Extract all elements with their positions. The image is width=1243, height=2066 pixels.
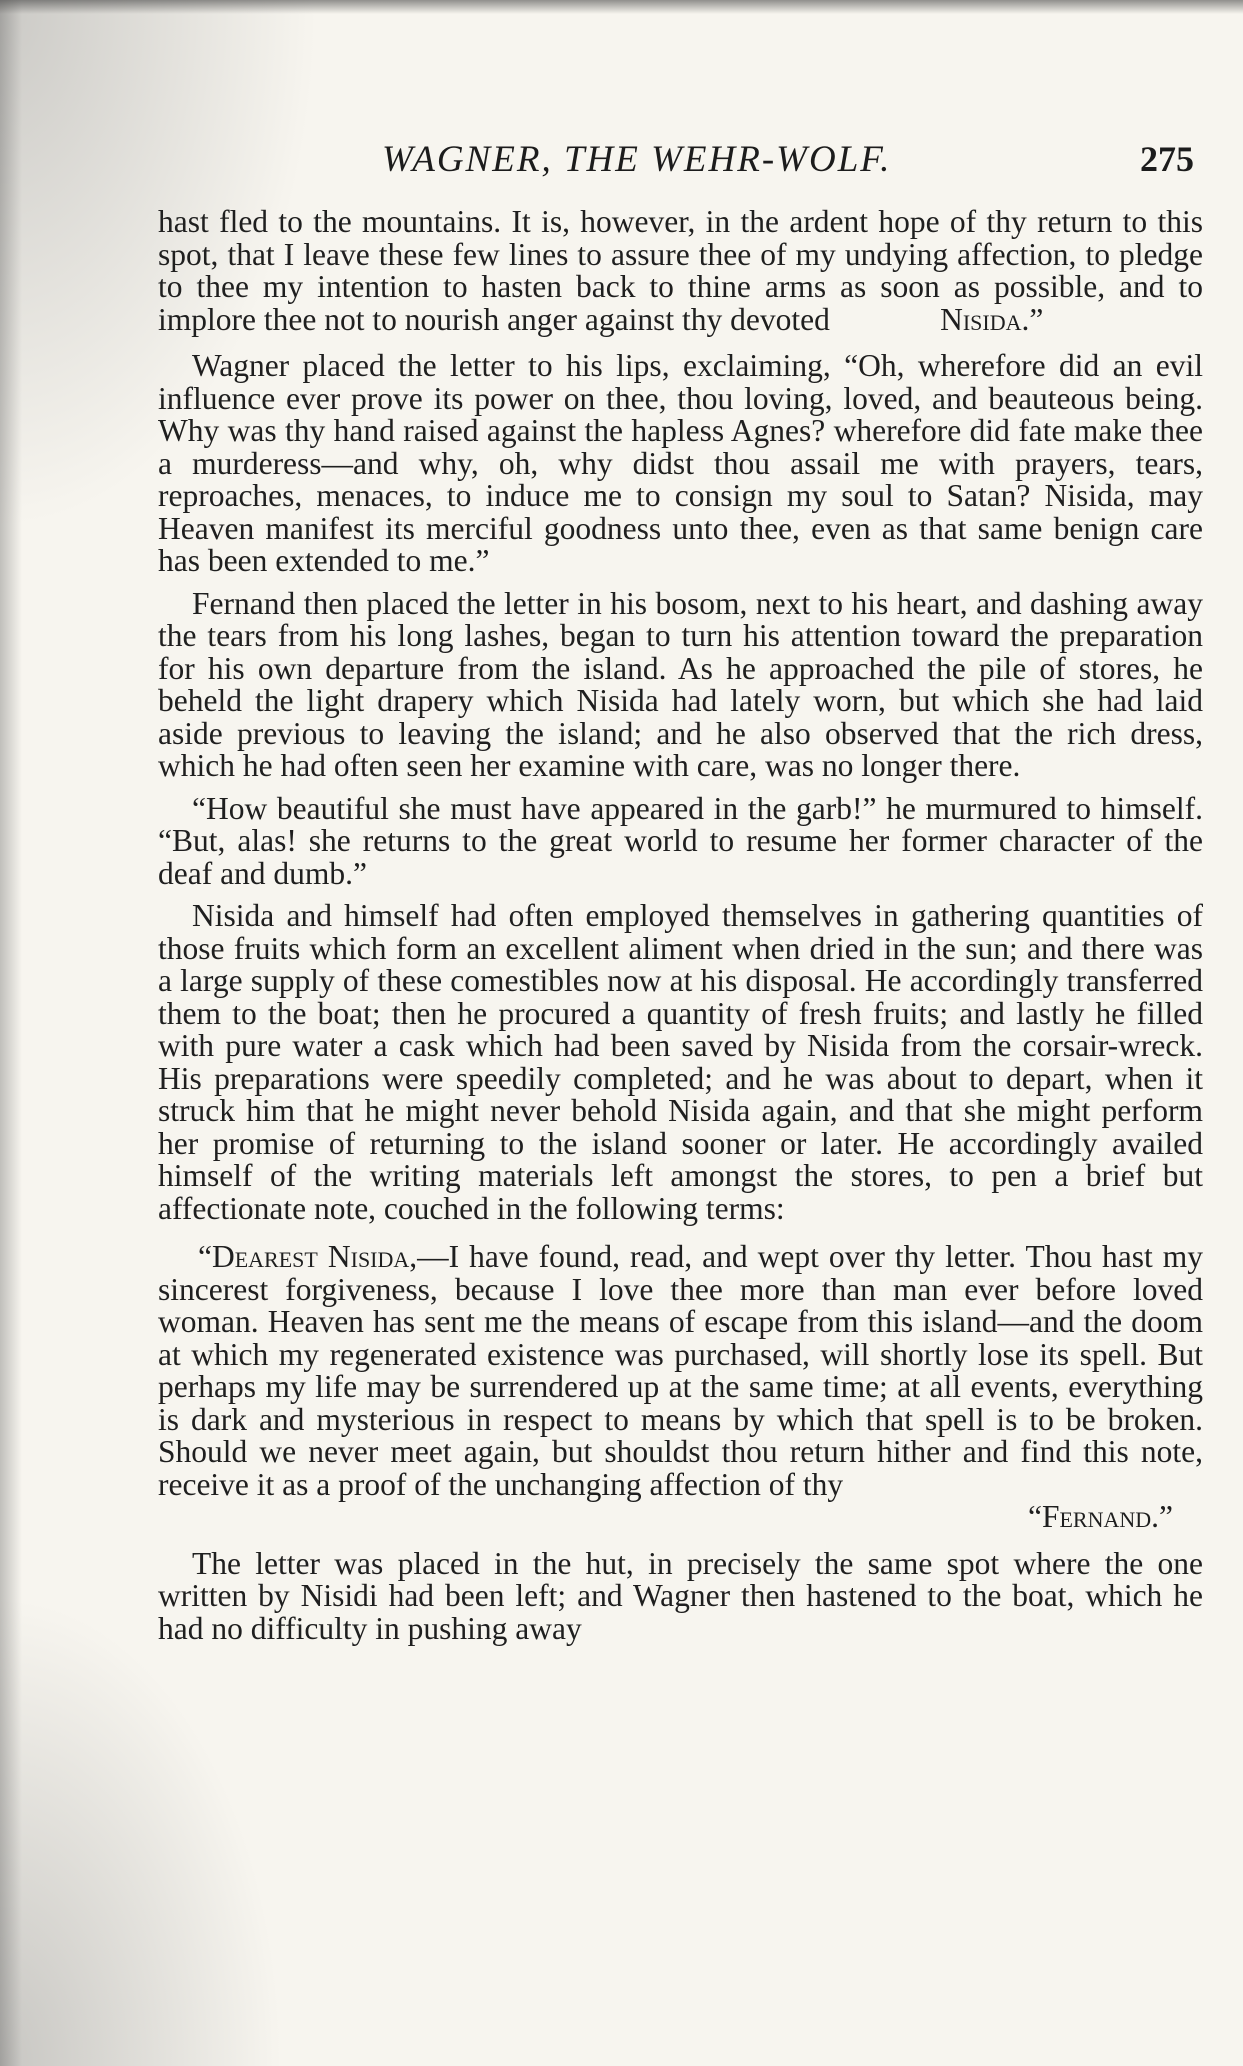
signature-nisida: Nisida.” xyxy=(940,301,1044,337)
signature-fernand: “Fernand.” xyxy=(1027,1499,1173,1534)
body-text xyxy=(158,206,1203,1645)
salutation: “Dearest Nisida, xyxy=(198,1239,418,1274)
paragraph-fernand-bosom: Fernand then placed the letter in his bosom, next to his heart, and dashing away the tears from his long lashes, began to turn his attention toward the preparation for his own departure from the island. As he approached the pile of stores, he beheld the light drapery which Nisida had lately worn, but which she had laid aside previous to leaving the island; and he also observed that the rich dress, which he had often seen her examine with care, was no longer there. xyxy=(158,585,1203,783)
page-number: 275 xyxy=(1140,139,1194,179)
paragraph-wagner-exclaims: Wagner placed the letter to his lips, exclaiming, “Oh, wherefore did an evil influence ever prove its power on thee, thou loving, loved, and beauteous being. Why was thy hand raised against the hapless Agnes? wherefore did fate make thee a murderess—and why, oh, why didst thou assail me with prayers, tears, reproaches, menaces, to induce me to consign my soul to Satan? Nisida, may Heaven manifest its merciful goodness unto thee, even as that same benign care has been extended to me.” xyxy=(158,348,1203,578)
paragraph-letter-placed: The letter was placed in the hut, in precisely the same spot where the one written by Nisidi had been left; and Wagner then hastened to the boat, which he had no difficulty in pushing away xyxy=(158,1545,1203,1646)
paragraph-letter-to-nisida: “Dearest Nisida,—I have found, read, and wept over thy letter. Thou hast my sincerest forgiveness, because I love thee more than man ever before loved woman. Heaven has sent me the means of escape from this island—and the doom at which my regenerated existence was purchased, will shortly lose its spell. But perhaps my life may be surrendered up at the same time; at all events, everything is dark and mysterious in respect to means by which that spell is to be broken. Should we never meet again, but shouldst thou return hither and find this note, receive it as a proof of the unchanging affection of thy xyxy=(158,1239,1203,1502)
page-header xyxy=(160,138,1200,188)
running-title: WAGNER, THE WEHR-WOLF. xyxy=(382,139,892,180)
paragraph-gathering-fruits: Nisida and himself had often employed themselves in gathering quantities of those fruits which form an excellent aliment when dried in the sun; and there was a large supply of these comestibles now at his disposal. He accordingly transferred them to the boat; then he procured a quantity of fresh fruits; and lastly he filled with pure water a cask which had been saved by Nisida from the corsair-wreck. His preparations were speedily completed; and he was about to depart, when it struck him that he might never behold Nisida again, and that she might perform her promise of returning to the island sooner or later. He accordingly availed himself of the writing materials left amongst the stores, to pen a brief but affectionate note, couched in the following terms: xyxy=(158,898,1203,1226)
scan-edge-top xyxy=(0,0,1243,14)
scan-edge-left xyxy=(0,0,22,2066)
paragraph-beautiful-garb: “How beautiful she must have appeared in the garb!” he murmured to himself. “But, alas! she returns to the great world to resume her former character of the deaf and dumb.” xyxy=(158,790,1203,891)
paragraph-letter-ending: hast fled to the mountains. It is, however, in the ardent hope of thy return to this spot, that I leave these few lines to assure thee of my undying affection, to pledge to thee my intention to hasten back to thine arms as soon as possible, and to implore thee not to nourish anger against thy devoted Nisida.” xyxy=(158,204,1203,337)
